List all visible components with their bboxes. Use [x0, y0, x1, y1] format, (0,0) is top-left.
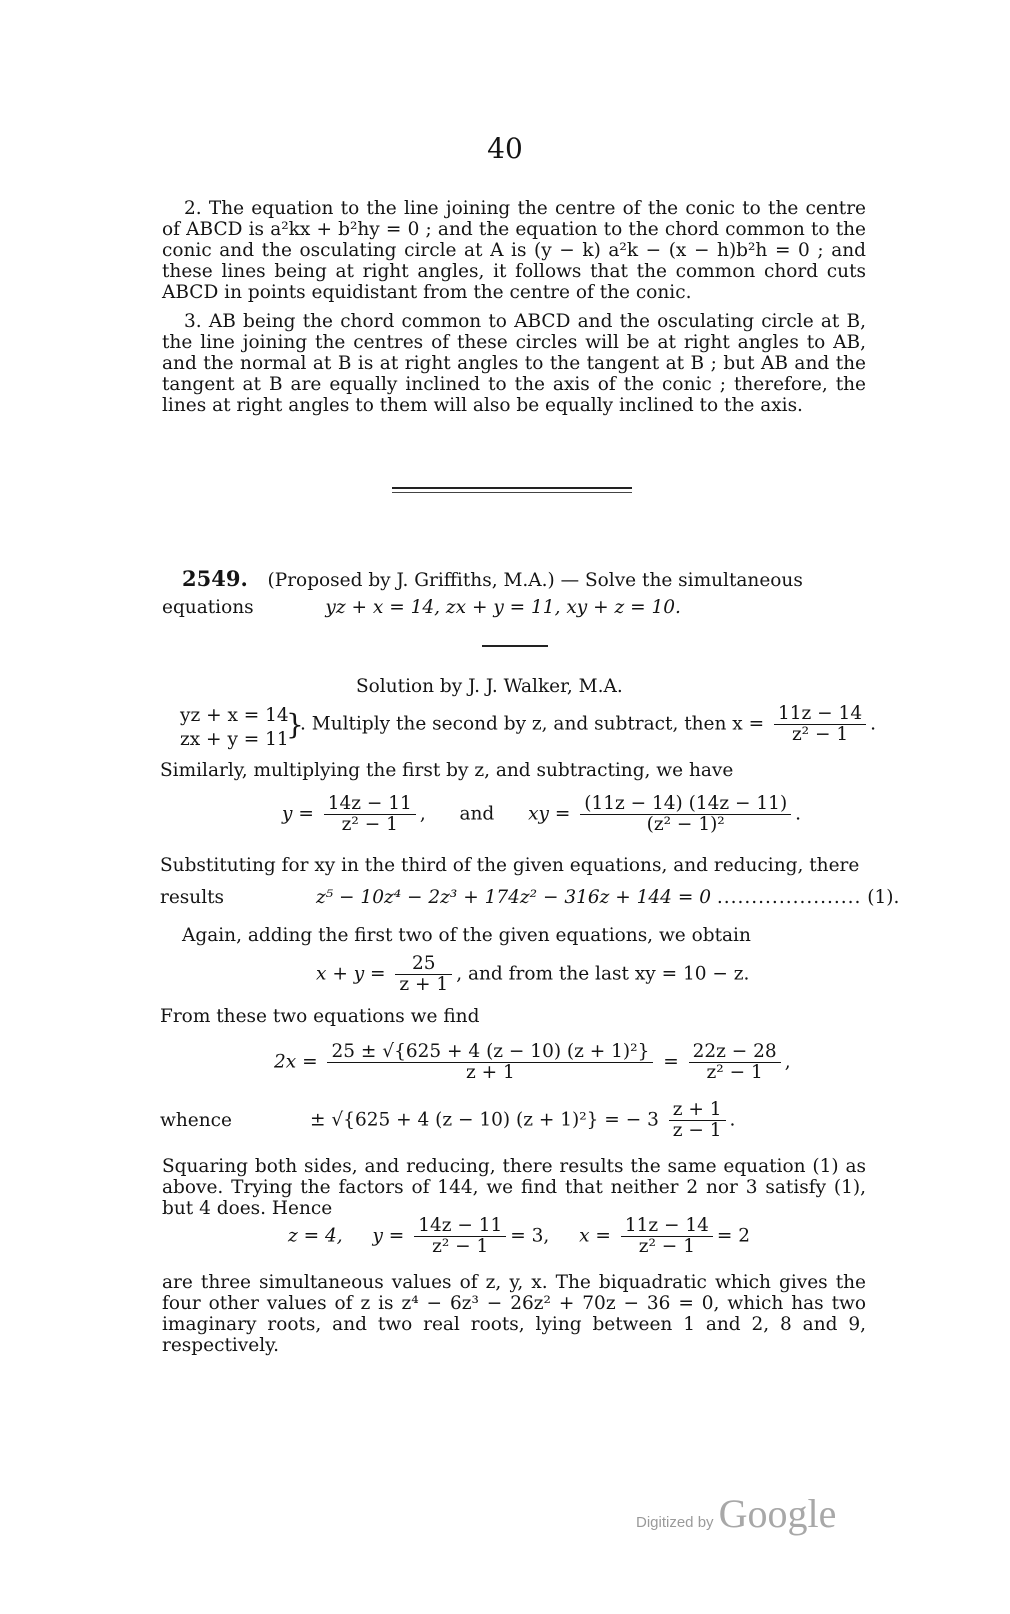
sum-equation: x + y = $\frac{25}{z + 1}$ , and from the last xy = 10 − z.	[316, 953, 750, 995]
problem-equations: yz + x = 14, zx + y = 11, xy + z = 10.	[325, 597, 681, 618]
closing-paragraph: are three simultaneous values of z, y, x. The biquadratic which gives the four other values of z is z⁴ − 6z³ − 26z² + 70z − 36 = 0, which has two imaginary roots, and two real roots, lying between 1 and 2, 8 and 9, respectively.	[162, 1272, 866, 1356]
problem-statement	[182, 568, 803, 592]
two-x-fraction: $\frac{\text{25 ± √\{625 + 4 (z − 10) (z + 1)²\}}}{z + 1}$	[327, 1042, 653, 1083]
system-eq-2: zx + y = 11	[180, 729, 289, 750]
problem-proposer: (Proposed by J. Griffiths, M.A.) — Solve the simultaneous	[267, 570, 803, 591]
system-eq-1: yz + x = 14	[180, 705, 289, 726]
x-fraction: $\frac{11z - 14}{\text{z² − 1}}$	[774, 704, 866, 745]
problem-number: 2549.	[182, 566, 248, 591]
curly-brace: }	[286, 708, 304, 741]
y-fraction: $\frac{14z - 11}{\text{z² − 1}}$	[324, 794, 416, 835]
section-divider	[392, 487, 632, 489]
y-and-xy-equation: y = $\frac{14z - 11}{\text{z² − 1}}$ , and xy = $\frac{(11z - 14) (14z - 11)}{\text{(z² − 1)²}}$ .	[282, 793, 802, 835]
paragraph-3: 3. AB being the chord common to ABCD and the osculating circle at B, the line joining the centres of these circles will be at right angles to AB, and the normal at B is at right angles to the tangent at B ; but AB and the tangent at B are equally inclined to the axis of the conic ; therefore, the lines at right angles to them will also be equally inclined to the axis.	[162, 311, 866, 416]
section-divider-thin	[392, 492, 632, 493]
short-rule	[482, 645, 548, 647]
root-fraction: $\frac{z + 1}{z - 1}$	[669, 1100, 726, 1141]
from-these-line: From these two equations we find	[160, 1006, 480, 1027]
substituting-line: Substituting for xy in the third of the given equations, and reducing, there	[160, 855, 860, 876]
quintic-equation: z⁵ − 10z⁴ − 2z³ + 174z² − 316z + 144 = 0 ..................... (1).	[316, 887, 900, 908]
equations-label: equations	[162, 597, 254, 618]
y-value-fraction: $\frac{14z - 11}{\text{z² − 1}}$	[414, 1216, 506, 1257]
solution-heading: Solution by J. J. Walker, M.A.	[356, 676, 623, 697]
similarly-line: Similarly, multiplying the first by z, and subtracting, we have	[160, 760, 734, 781]
root-equation: ± √{625 + 4 (z − 10) (z + 1)²} = − 3 $\frac{z + 1}{z - 1}$ .	[310, 1099, 736, 1141]
again-line: Again, adding the first two of the given equations, we obtain	[182, 925, 751, 946]
step-multiply: . Multiply the second by z, and subtract, then x = $\frac{11z - 14}{\text{z² − 1}}$ .	[300, 703, 876, 745]
page-number: 40	[487, 132, 523, 165]
problem-equations-line	[162, 597, 681, 619]
two-x-equation: 2x = $\frac{\text{25 ± √\{625 + 4 (z − 10) (z + 1)²\}}}{z + 1}$ = $\frac{22z - 28}{\text{z² − 1}}$ ,	[274, 1041, 791, 1083]
x-value-fraction: $\frac{11z - 14}{\text{z² − 1}}$	[621, 1216, 713, 1257]
squaring-paragraph: Squaring both sides, and reducing, there results the same equation (1) as above. Trying the factors of 144, we find that neither 2 nor 3 satisfy (1), but 4 does. Hence	[162, 1156, 866, 1219]
two-x-fraction-2: $\frac{22z - 28}{\text{z² − 1}}$	[689, 1042, 781, 1083]
whence-label: whence	[160, 1110, 232, 1131]
google-watermark: Digitized by Google	[636, 1491, 837, 1536]
paragraph-2: 2. The equation to the line joining the centre of the conic to the centre of ABCD is a²kx + b²hy = 0 ; and the equation to the chord common to the conic and the osculating circle at A is (y − k) a²k − (x − h)b²h = 0 ; and these lines being at right angles, it follows that the common chord cuts ABCD in points equidistant from the centre of the conic.	[162, 198, 866, 303]
xy-fraction: $\frac{(11z - 14) (14z - 11)}{\text{(z² − 1)²}}$	[580, 794, 791, 835]
results-label: results	[160, 887, 225, 908]
sum-fraction: $\frac{25}{z + 1}$	[395, 954, 452, 995]
values-equation: z = 4, y = $\frac{14z - 11}{\text{z² − 1}}$ = 3, x = $\frac{11z - 14}{\text{z² − 1}}$ = 2	[288, 1215, 751, 1257]
